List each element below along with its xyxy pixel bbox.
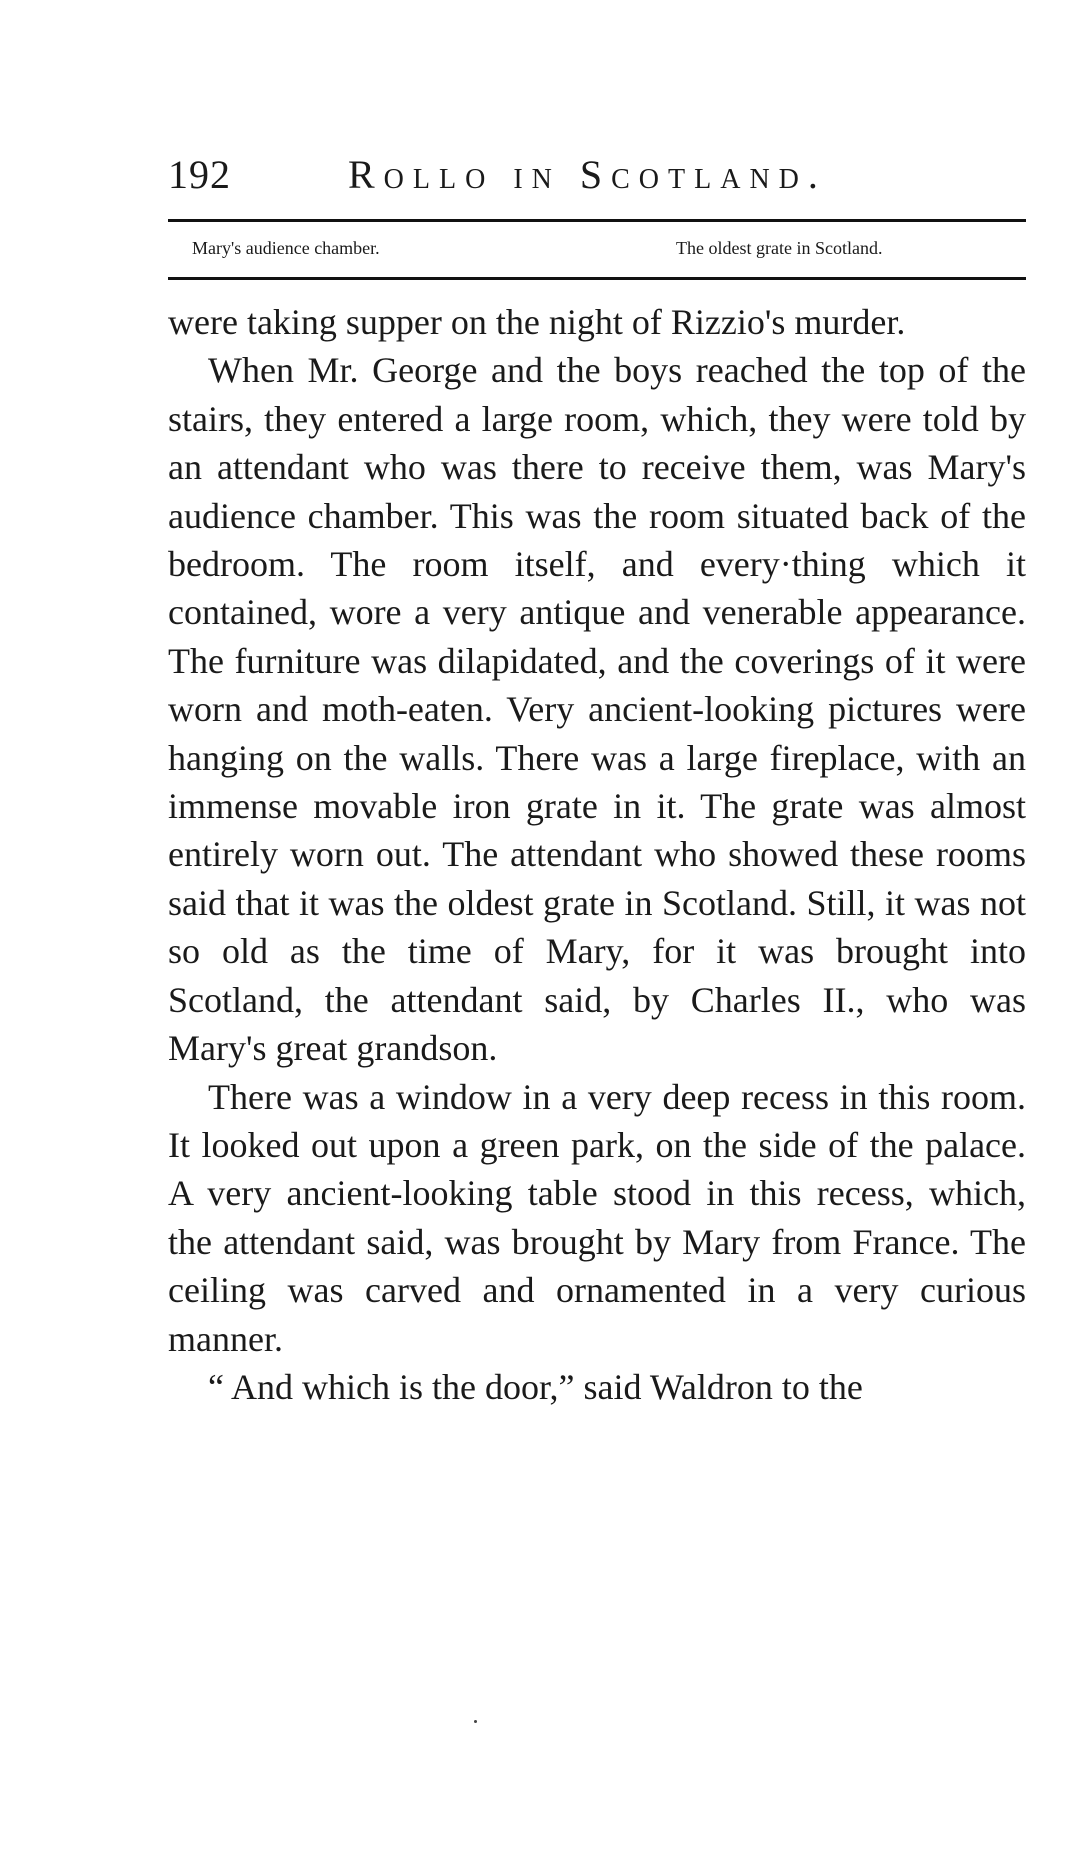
body-text <box>168 298 1026 1411</box>
paragraph-dialogue: “ And which is the door,” said Waldron to the <box>208 1366 863 1407</box>
paragraph-window-recess: There was a window in a very deep recess in this room. It looked out upon a green park, on the side of the palace. A very ancient-looking table stood in this recess, which, the attendant said, was brought by Mary from France. The ceiling was carved and ornamented in a very curious manner. <box>168 1076 1026 1359</box>
subheading-left: Mary's audience chamber. <box>192 238 380 258</box>
header-rule-top <box>168 219 1026 222</box>
paragraph-audience-chamber: When Mr. George and the boys reached the top of the stairs, they entered a large room, which, they were told by an attendant who was there to receive them, was Mary's audience chamber. This was the room situated back of the bedroom. The room itself, and every·thing which it contained, wore a very antique and venerable appearance. The furniture was dilapidated, and the coverings of it were worn and moth-eaten. Very ancient-looking pictures were hanging on the walls. There was a large fireplace, with an immense movable iron grate in it. The grate was almost entirely worn out. The attendant who showed these rooms said that it was the oldest grate in Scotland. Still, it was not so old as the time of Mary, for it was brought into Scotland, the attendant said, by Charles II., who was Mary's great grandson. <box>168 350 1026 1069</box>
page-header <box>168 150 1026 200</box>
paragraph-continued: were taking supper on the night of Rizzio's murder. <box>168 302 906 342</box>
print-speck <box>474 1720 477 1723</box>
page-number: 192 <box>168 152 231 197</box>
running-title: Rollo in Scotland. <box>348 152 827 197</box>
header-rule-bottom <box>168 277 1026 280</box>
subheading-right: The oldest grate in Scotland. <box>676 238 883 258</box>
